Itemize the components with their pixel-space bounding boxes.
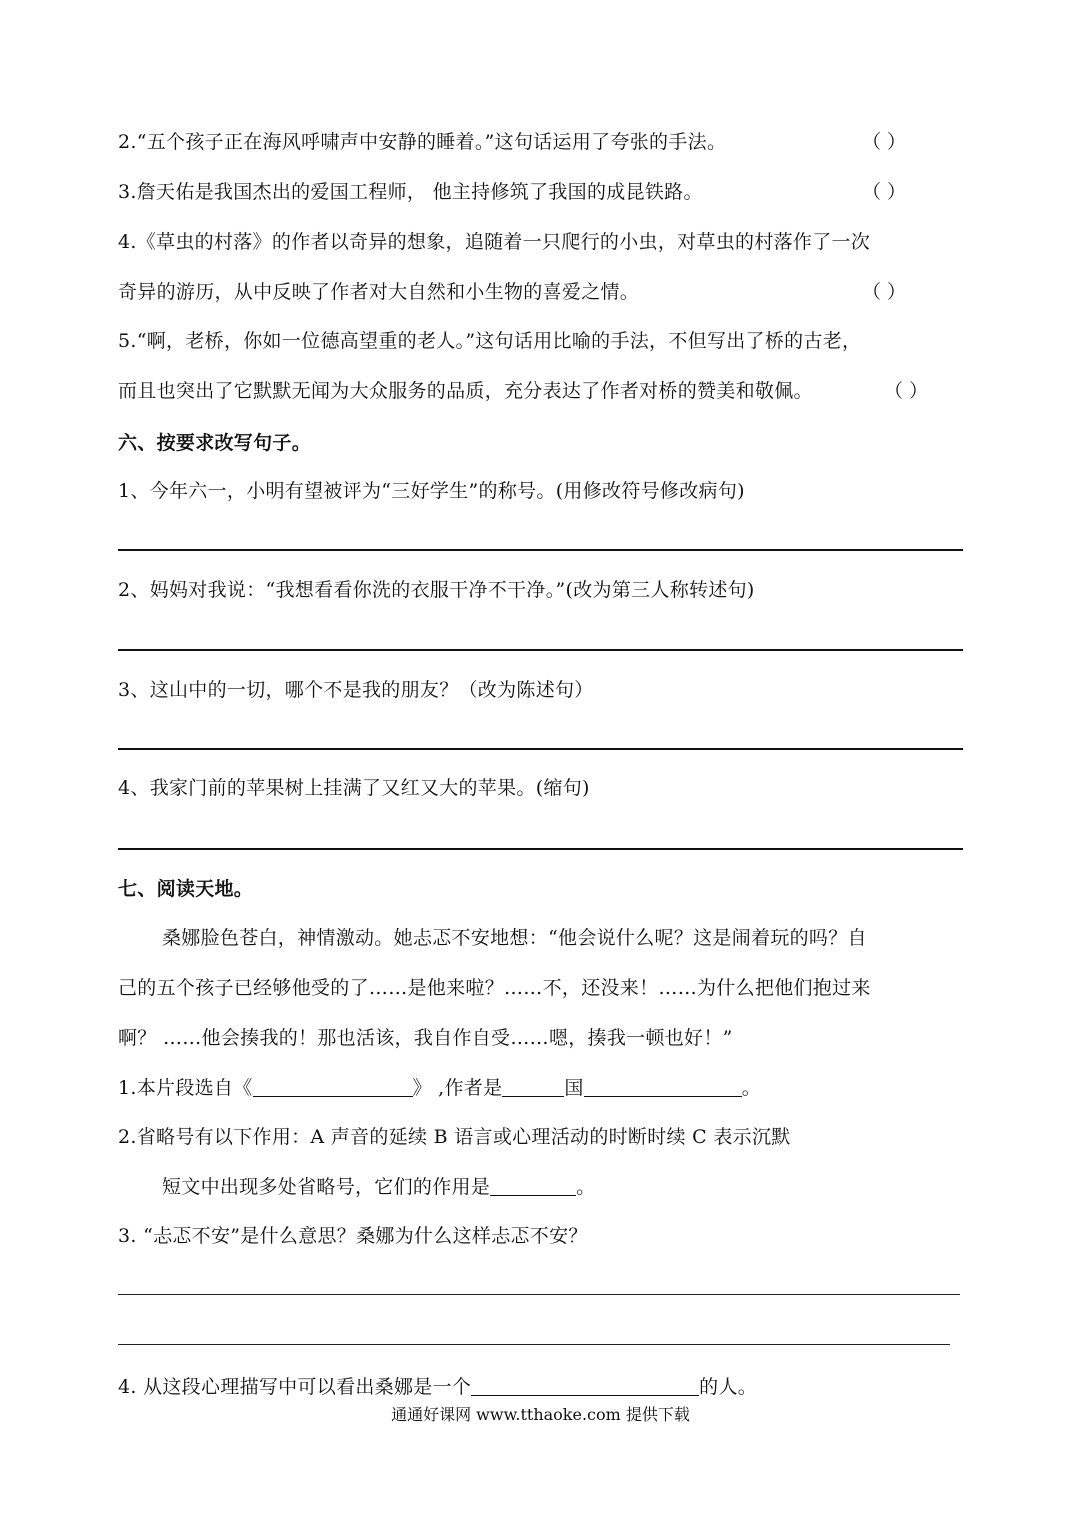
blank-character-trait[interactable] (471, 1375, 699, 1396)
answer-line-1[interactable] (118, 549, 963, 551)
question-1-text-a: 1.本片段选自《 (118, 1077, 253, 1099)
tf-answer-4[interactable]: （ ） (862, 281, 907, 303)
question-3: 3. “忐忑不安”是什么意思？桑娜为什么这样忐忑不安？ (118, 1225, 588, 1247)
section7-heading: 七、阅读天地。 (118, 878, 254, 900)
blank-author-name[interactable] (584, 1076, 742, 1097)
question-2-line2 (162, 1174, 595, 1200)
blank-source-title[interactable] (253, 1076, 413, 1097)
tf-item-2: 2.“五个孩子正在海风呼啸声中安静的睡着。”这句话运用了夸张的手法。 (118, 131, 727, 153)
passage-line-1: 桑娜脸色苍白，神情激动。她忐忑不安地想：“他会说什么呢？这是闹着玩的吗？自 (162, 927, 867, 949)
question-1-text-d: 。 (741, 1077, 762, 1099)
tf-answer-3[interactable]: （ ） (862, 181, 907, 203)
question-1-text-c: 国 (564, 1077, 584, 1099)
blank-author-country[interactable] (502, 1076, 564, 1097)
section6-heading: 六、按要求改写句子。 (118, 432, 312, 454)
question-4 (118, 1374, 757, 1400)
rewrite-item-3: 3、这山中的一切，哪个不是我的朋友？（改为陈述句） (118, 679, 594, 701)
rewrite-item-4: 4、我家门前的苹果树上挂满了又红又大的苹果。(缩句) (118, 777, 590, 799)
tf-item-5-line2: 而且也突出了它默默无闻为大众服务的品质，充分表达了作者对桥的赞美和敬佩。 (118, 380, 813, 402)
answer-line-4[interactable] (118, 848, 963, 850)
question-2-text-a: 短文中出现多处省略号，它们的作用是 (162, 1176, 491, 1198)
question-1 (118, 1075, 761, 1101)
answer-line-q3-2[interactable] (118, 1344, 950, 1345)
answer-line-2[interactable] (118, 649, 963, 651)
tf-item-3: 3.詹天佑是我国杰出的爱国工程师， 他主持修筑了我国的成昆铁路。 (118, 181, 703, 203)
tf-answer-5[interactable]: （ ） (884, 380, 929, 402)
rewrite-item-1: 1、今年六一，小明有望被评为“三好学生”的称号。(用修改符号修改病句) (118, 480, 745, 502)
passage-line-2: 己的五个孩子已经够他受的了……是他来啦？……不，还没来！……为什么把他们抱过来 (118, 977, 871, 999)
passage-line-3: 啊？ ……他会揍我的！那也活该，我自作自受……嗯，揍我一顿也好！” (118, 1027, 733, 1049)
blank-ellipsis-function[interactable] (490, 1175, 576, 1196)
question-2-text-b: 。 (576, 1176, 596, 1198)
answer-line-3[interactable] (118, 748, 963, 750)
rewrite-item-2: 2、妈妈对我说：“我想看看你洗的衣服干净不干净。”(改为第三人称转述句) (118, 579, 755, 601)
question-2-line1: 2.省略号有以下作用：A 声音的延续 B 语言或心理活动的时断时续 C 表示沉默 (118, 1126, 791, 1148)
tf-item-4-line2: 奇异的游历，从中反映了作者对大自然和小生物的喜爱之情。 (118, 281, 640, 303)
question-4-text-b: 的人。 (699, 1376, 758, 1398)
question-4-text-a: 4. 从这段心理描写中可以看出桑娜是一个 (118, 1376, 472, 1398)
answer-line-q3-1[interactable] (118, 1294, 960, 1295)
tf-item-4-line1: 4.《草虫的村落》的作者以奇异的想象，追随着一只爬行的小虫，对草虫的村落作了一次 (118, 231, 871, 253)
page-footer: 通通好课网 www.tthaoke.com 提供下载 (391, 1405, 690, 1424)
tf-answer-2[interactable]: （ ） (862, 131, 907, 153)
tf-item-5-line1: 5.“啊，老桥，你如一位德高望重的老人。”这句话用比喻的手法，不但写出了桥的古老， (118, 330, 862, 352)
question-1-text-b: 》 ,作者是 (412, 1077, 503, 1099)
